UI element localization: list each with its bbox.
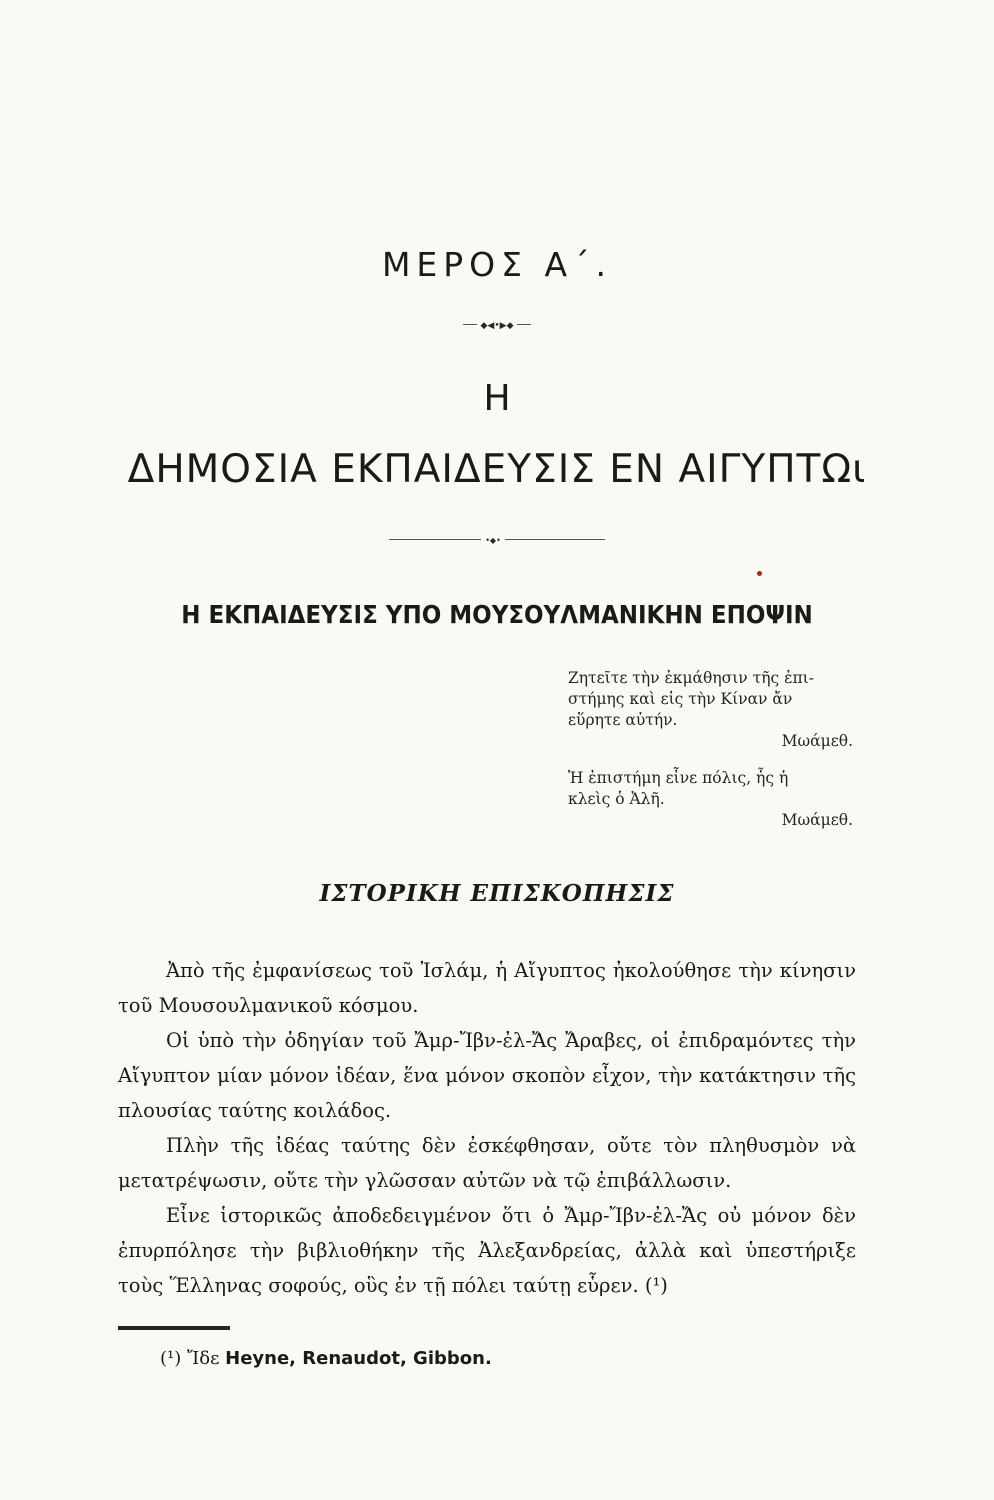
chapter-title: Η ΕΚΠΑΙΔΕΥΣΙΣ ΥΠΟ ΜΟΥΣΟΥΛΜΑΝΙΚΗΝ ΕΠΟΨΙΝ	[181, 600, 813, 629]
footnote-marker: (¹)	[160, 1348, 182, 1369]
epigraph-line: κλεὶς ὁ Ἀλῆ.	[568, 790, 665, 808]
footnote	[160, 1348, 492, 1369]
epigraph-attribution: Μωάμεθ.	[781, 811, 853, 829]
epigraph-line: εὕρητε αὐτήν.	[568, 711, 678, 729]
epigraph-line: Ζητεῖτε τὴν ἐκμάθησιν τῆς ἐπι-	[568, 669, 814, 687]
footnote-rule	[118, 1326, 230, 1330]
ornament-divider-top: ◆◀•▶◆	[0, 318, 994, 332]
part-heading: ΜΕΡΟΣ Α΄.	[381, 245, 613, 284]
ornament-divider-bottom: •◆•	[0, 533, 994, 547]
epigraph-line: Ἡ ἐπιστήμη εἶνε πόλις, ἧς ἡ	[568, 769, 789, 787]
epigraph-attribution: Μωάμεθ.	[781, 732, 853, 750]
paragraph: Ἀπὸ τῆς ἐμφανίσεως τοῦ Ἰσλάμ, ἡ Αἴγυπτος ἠκολούθησε τὴν κίνησιν τοῦ Μουσουλμανικοῦ κόσμου.	[118, 959, 856, 1017]
body-text	[118, 953, 856, 1303]
epigraph-line: στήμης καὶ εἰς τὴν Κίναν ἄν	[568, 690, 793, 708]
title-article: Η	[483, 378, 511, 419]
paragraph: Πλὴν τῆς ἰδέας ταύτης δὲν ἐσκέφθησαν, οὔτε τὸν πληθυσμὸν νὰ μετατρέψωσιν, οὔτε τὴν γλῶσσαν αὐτῶν νὰ τῷ ἐπιβάλλωσιν.	[118, 1134, 856, 1192]
footnote-lead: Ἴδε	[187, 1348, 220, 1369]
epigraph-1	[568, 668, 853, 752]
section-title: ΙΣΤΟΡΙΚΗ ΕΠΙΣΚΟΠΗΣΙΣ	[319, 880, 675, 907]
paragraph: Εἶνε ἱστορικῶς ἀποδεδειγμένον ὅτι ὁ Ἄμρ-Ἴβν-ἐλ-Ἄς οὐ μόνον δὲν ἐπυρπόλησε τὴν βιβλιοθήκην τῆς Ἀλεξανδρείας, ἀλλὰ καὶ ὑπεστήριξε τοὺς Ἕλληνας σοφούς, οὓς ἐν τῇ πόλει ταύτῃ εὗρεν. (¹)	[118, 1204, 856, 1297]
ink-speck	[757, 571, 762, 576]
footnote-references: Heyne, Renaudot, Gibbon.	[225, 1348, 492, 1369]
epigraph-2	[568, 768, 853, 831]
book-title: ΔΗΜΟΣΙΑ ΕΚΠΑΙΔΕΥΣΙΣ ΕΝ ΑΙΓΥΠΤΩι	[127, 447, 867, 492]
paragraph: Οἱ ὑπὸ τὴν ὁδηγίαν τοῦ Ἄμρ-Ἴβν-ἐλ-Ἄς Ἄραβες, οἱ ἐπιδραμόντες τὴν Αἴγυπτον μίαν μόνον ἰδέαν, ἕνα μόνον σκοπὸν εἶχον, τὴν κατάκτησιν τῆς πλουσίας ταύτης κοιλάδος.	[118, 1029, 856, 1122]
